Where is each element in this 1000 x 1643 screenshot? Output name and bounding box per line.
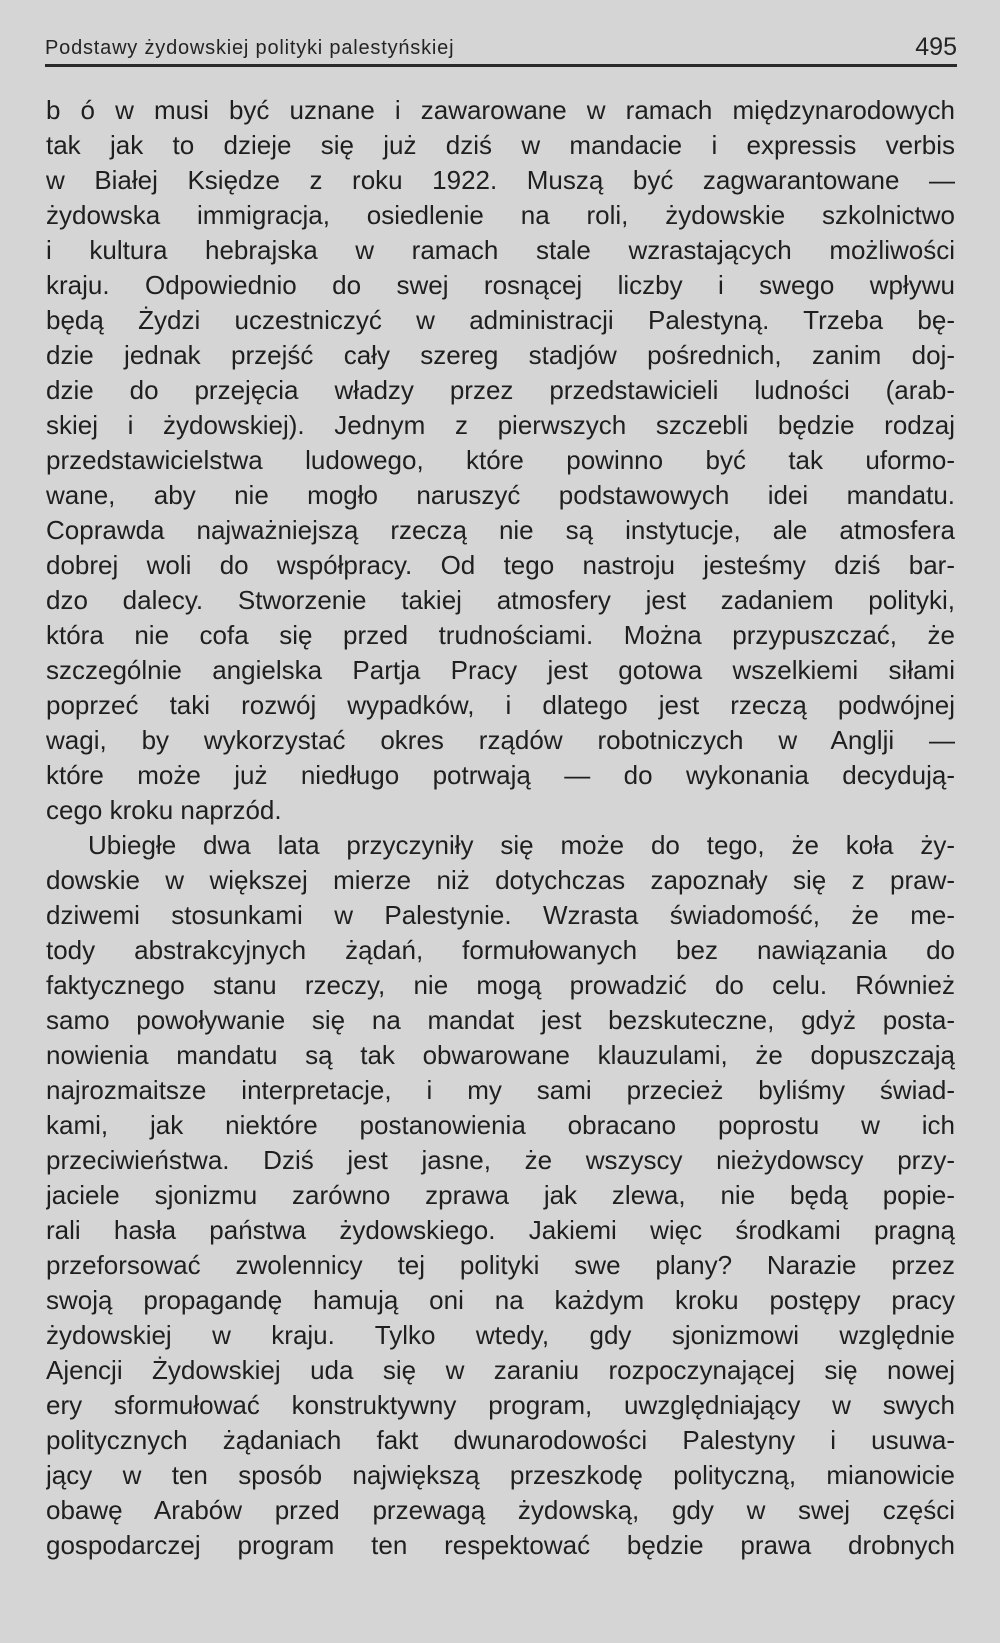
text-line: dobrej woli do współpracy. Od tego nastroju jesteśmy dziś bar-	[46, 550, 955, 580]
text-line: nowienia mandatu są tak obwarowane klauzulami, że dopuszczają	[46, 1040, 955, 1070]
text-line: rali hasła państwa żydowskiego. Jakiemi więc środkami pragną	[46, 1215, 955, 1245]
text-line: przedstawicielstwa ludowego, które powinno być tak uformo-	[46, 445, 955, 475]
text-line: będą Żydzi uczestniczyć w administracji Palestyną. Trzeba bę-	[46, 305, 955, 335]
text-line: obawę Arabów przed przewagą żydowską, gdy w swej części	[46, 1495, 955, 1525]
text-line: kraju. Odpowiednio do swej rosnącej liczby i swego wpływu	[46, 270, 955, 300]
header-rule	[45, 64, 957, 67]
text-line: poprzeć taki rozwój wypadków, i dlatego jest rzeczą podwójnej	[46, 690, 955, 720]
text-line: żydowska immigracja, osiedlenie na roli, żydowskie szkolnictwo	[46, 200, 955, 230]
text-line: Coprawda najważniejszą rzeczą nie są instytucje, ale atmosfera	[46, 515, 955, 545]
text-line: przeforsować zwolennicy tej polityki swe plany? Narazie przez	[46, 1250, 955, 1280]
text-line: dzo dalecy. Stworzenie takiej atmosfery jest zadaniem polityki,	[46, 585, 955, 615]
text-line: szczególnie angielska Partja Pracy jest gotowa wszelkiemi siłami	[46, 655, 955, 685]
text-line: jący w ten sposób największą przeszkodę polityczną, mianowicie	[46, 1460, 955, 1490]
text-line: w Białej Księdze z roku 1922. Muszą być zagwarantowane —	[46, 165, 955, 195]
text-line: najrozmaitsze interpretacje, i my sami przecież byliśmy świad-	[46, 1075, 955, 1105]
text-line: politycznych żądaniach fakt dwunarodowości Palestyny i usuwa-	[46, 1425, 955, 1455]
text-line: które może już niedługo potrwają — do wykonania decydują-	[46, 760, 955, 790]
text-line: tody abstrakcyjnych żądań, formułowanych bez nawiązania do	[46, 935, 955, 965]
text-line: wagi, by wykorzystać okres rządów robotniczych w Anglji —	[46, 725, 955, 755]
text-line: która nie cofa się przed trudnościami. Można przypuszczać, że	[46, 620, 955, 650]
text-line: tak jak to dzieje się już dziś w mandacie i expressis verbis	[46, 130, 955, 160]
text-line: swoją propagandę hamują oni na każdym kroku postępy pracy	[46, 1285, 955, 1315]
page-header	[45, 30, 957, 64]
text-line: żydowskiej w kraju. Tylko wtedy, gdy sjonizmowi względnie	[46, 1320, 955, 1350]
body-text	[46, 93, 955, 1563]
text-line: faktycznego stanu rzeczy, nie mogą prowadzić do celu. Również	[46, 970, 955, 1000]
text-line: przeciwieństwa. Dziś jest jasne, że wszyscy nieżydowscy przy-	[46, 1145, 955, 1175]
text-line: jaciele sjonizmu zarówno zprawa jak zlewa, nie będą popie-	[46, 1180, 955, 1210]
text-line: dowskie w większej mierze niż dotychczas zapoznały się z praw-	[46, 865, 955, 895]
text-line: i kultura hebrajska w ramach stale wzrastających możliwości	[46, 235, 955, 265]
text-line: gospodarczej program ten respektować będzie prawa drobnych	[46, 1530, 955, 1560]
text-line: b ó w musi być uznane i zawarowane w ramach międzynarodowych	[46, 95, 955, 125]
text-line: dziwemi stosunkami w Palestynie. Wzrasta świadomość, że me-	[46, 900, 955, 930]
text-line: dzie jednak przejść cały szereg stadjów pośrednich, zanim doj-	[46, 340, 955, 370]
paragraph-end-line: cego kroku naprzód.	[46, 795, 282, 825]
page-number: 495	[915, 33, 957, 61]
text-line: skiej i żydowskiej). Jednym z pierwszych szczebli będzie rodzaj	[46, 410, 955, 440]
text-line: dzie do przejęcia władzy przez przedstawicieli ludności (arab-	[46, 375, 955, 405]
text-line: ery sformułować konstruktywny program, uwzględniający w swych	[46, 1390, 955, 1420]
text-line: Ajencji Żydowskiej uda się w zaraniu rozpoczynającej się nowej	[46, 1355, 955, 1385]
paragraph-start-line: Ubiegłe dwa lata przyczyniły się może do tego, że koła ży-	[88, 830, 955, 860]
text-line: samo powoływanie się na mandat jest bezskuteczne, gdyż posta-	[46, 1005, 955, 1035]
text-line: wane, aby nie mogło naruszyć podstawowych idei mandatu.	[46, 480, 955, 510]
text-line: kami, jak niektóre postanowienia obracano poprostu w ich	[46, 1110, 955, 1140]
running-title: Podstawy żydowskiej polityki palestyńskiej	[45, 37, 455, 59]
